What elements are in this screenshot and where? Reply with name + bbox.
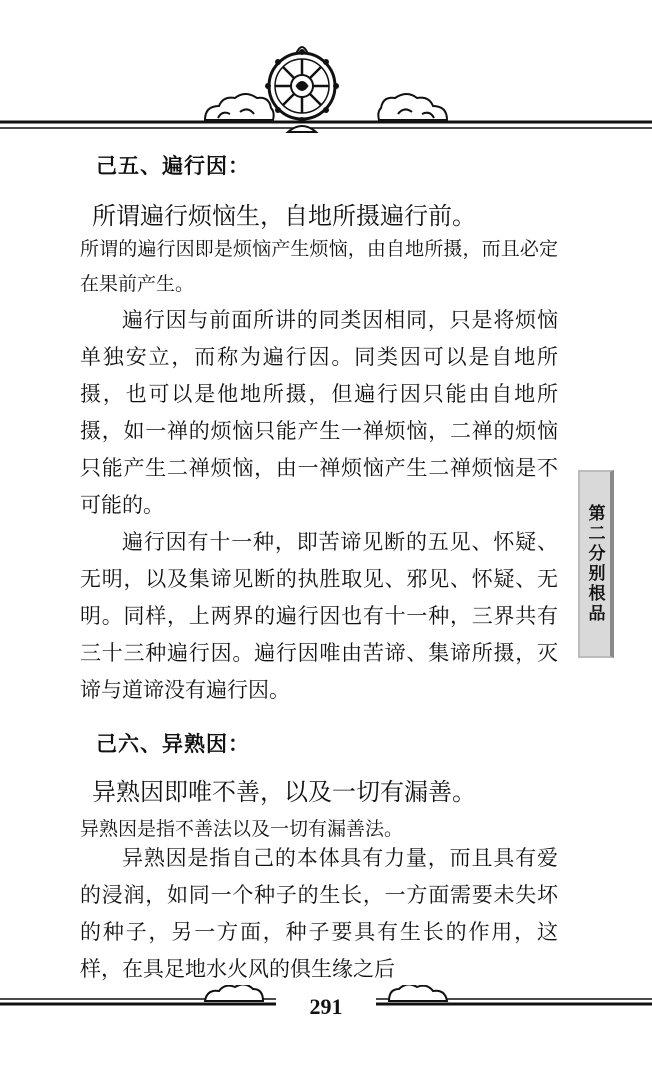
root-verse: 异熟因即唯不善，以及一切有漏善。 [92,778,476,806]
verse-gloss: 所谓的遍行因即是烦恼产生烦恼，由自地所摄，而且必定在果前产生。 [80,238,558,295]
page-number: 291 [309,994,343,1019]
root-verse: 所谓遍行烦恼生，自地所摄遍行前。 [92,202,476,230]
dharma-wheel-icon [265,47,339,132]
section-heading: 己六、异熟因： [96,732,250,756]
body-paragraph: 遍行因有十一种，即苦谛见断的五见、怀疑、无明，以及集谛见断的执胜取见、邪见、怀疑、无明。同样，上两界的遍行因也有十一种，三界共有三十三种遍行因。遍行因唯由苦谛、集谛所摄，灭谛与道谛没有遍行因。 [80,530,558,702]
body-paragraph: 遍行因与前面所讲的同类因相同，只是将烦恼单独安立，而称为遍行因。同类因可以是自地所摄，也可以是他地所摄，但遍行因只能由自地所摄，如一禅的烦恼只能产生一禅烦恼，二禅的烦恼只能产生二禅烦恼，由一禅烦恼产生二禅烦恼是不可能的。 [80,308,558,517]
header-ornament [0,0,652,140]
verse-gloss: 异熟因是指不善法以及一切有漏善法。 [80,818,404,840]
body-paragraph: 异熟因是指自己的本体具有力量，而且具有爱的浸润，如同一个种子的生长，一方面需要未失坏的种子，另一方面，种子要具有生长的作用，这样，在具足地水火风的俱生缘之后 [80,846,558,981]
chapter-side-tab [578,470,614,658]
chapter-side-tab-label: 第二分别根品 [584,504,605,624]
section-heading: 己五、遍行因： [96,154,250,178]
